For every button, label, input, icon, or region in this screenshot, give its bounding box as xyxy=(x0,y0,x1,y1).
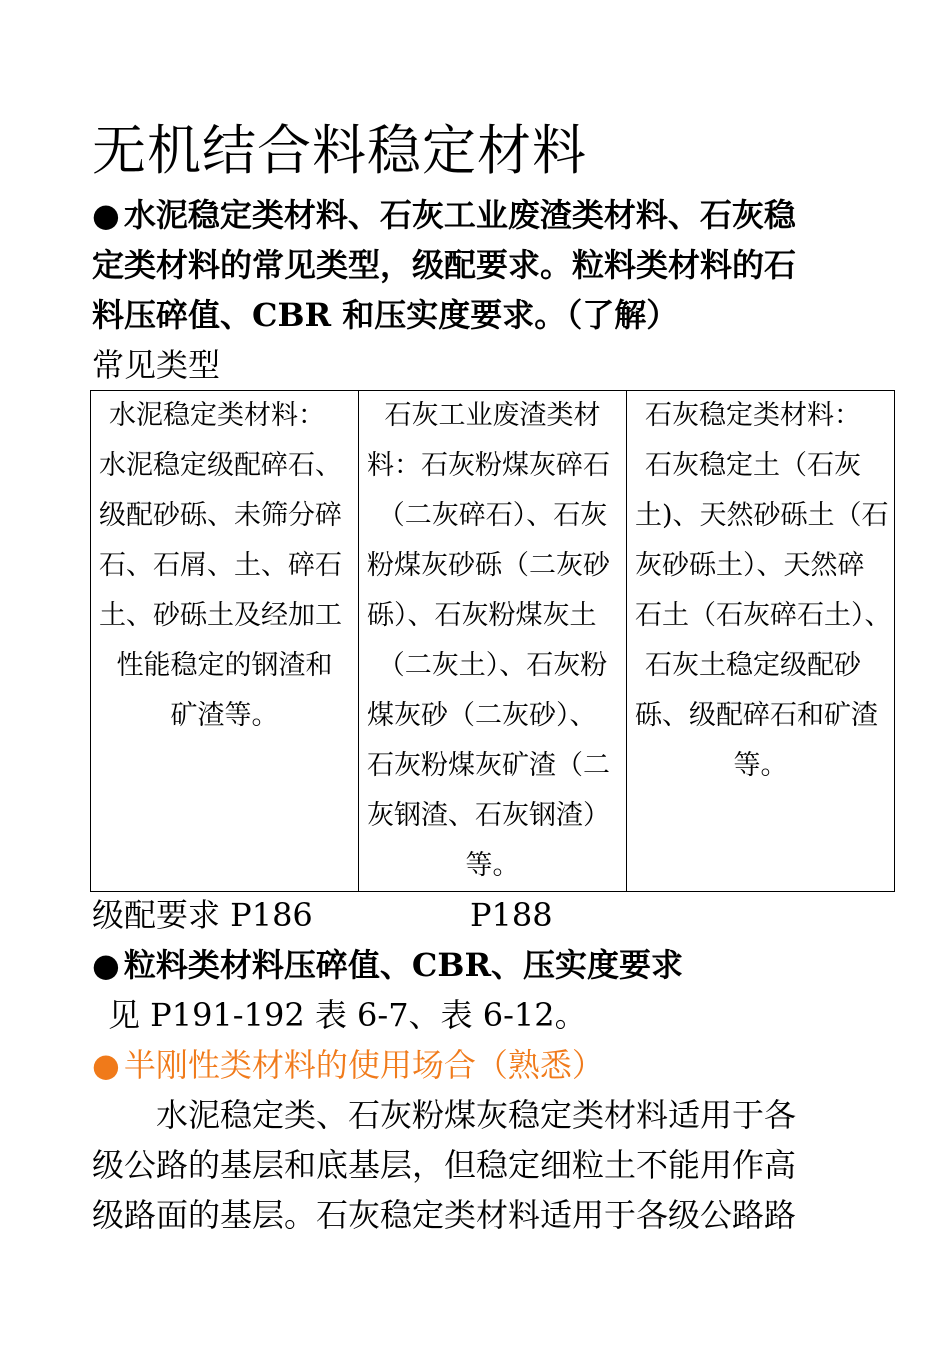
usage-paragraph xyxy=(92,1090,882,1240)
cell-line: 矿渣等。 xyxy=(170,700,279,731)
table-cell-lime xyxy=(627,391,895,892)
cell-line: 料：石灰粉煤灰碎石 xyxy=(367,450,610,481)
cell-line: （二灰土）、石灰粉 xyxy=(377,650,608,681)
paragraph-line: 级路面的基层。石灰稳定类材料适用于各级公路路 xyxy=(92,1196,797,1234)
grading-requirements xyxy=(92,890,882,940)
intro-line-2: 定类材料的常见类型，级配要求。粒料类材料的石 xyxy=(92,246,797,284)
cell-line: 灰钢渣、石灰钢渣） xyxy=(367,800,610,831)
cell-line: 石灰粉煤灰矿渣（二 xyxy=(367,750,610,781)
grading-page-ref: P188 xyxy=(470,896,553,934)
cell-line: 石土（石灰碎石土）、 xyxy=(635,600,892,631)
page-title: 无机结合料稳定材料 xyxy=(92,119,587,182)
table-cell-lime-industrial xyxy=(359,391,627,892)
cell-line: 性能稳定的钢渣和 xyxy=(116,650,333,681)
cell-line: 等。 xyxy=(465,850,520,881)
granular-heading: ● 粒料类材料压碎值、CBR、压实度要求 xyxy=(92,946,684,984)
bullet-icon: ● xyxy=(92,946,120,984)
intro-line-1: ● 水泥稳定类材料、石灰工业废渣类材料、石灰稳 xyxy=(92,196,796,234)
cell-line: 灰砂砾土）、天然碎 xyxy=(635,550,865,581)
cell-line: 砾）、石灰粉煤灰土 xyxy=(367,600,597,631)
cell-line: 砾、级配碎石和矿渣 xyxy=(635,700,878,731)
paragraph-line: 级公路的基层和底基层，但稳定细粒土不能用作高 xyxy=(92,1146,797,1184)
cell-line: 等。 xyxy=(733,750,788,781)
paragraph-line: 水泥稳定类、石灰粉煤灰稳定类材料适用于各 xyxy=(92,1096,797,1134)
cell-line: 煤灰砂（二灰砂）、 xyxy=(367,700,597,731)
intro-line-3: 料压碎值、CBR 和压实度要求。（了解） xyxy=(92,296,679,334)
intro-section xyxy=(92,190,882,340)
cell-line: 石灰土稳定级配砂 xyxy=(645,650,861,681)
semi-rigid-heading: ● 半刚性类材料的使用场合（熟悉） xyxy=(92,1046,604,1084)
cell-line: （二灰碎石）、石灰 xyxy=(377,500,608,531)
bullet-icon: ● xyxy=(92,1046,120,1084)
bullet-icon: ● xyxy=(92,196,120,234)
cell-line: 石、石屑、土、碎石 xyxy=(99,550,342,581)
material-types-table xyxy=(90,390,895,892)
grading-label: 级配要求 P186 xyxy=(92,896,313,934)
cell-line: 石灰稳定土（石灰 xyxy=(645,450,861,481)
cell-line: 石灰稳定类材料： xyxy=(645,400,861,431)
see-reference: 见 P191-192 表 6-7、表 6-12。 xyxy=(108,996,587,1034)
cell-line: 级配砂砾、未筛分碎 xyxy=(99,500,342,531)
cell-line: 土)、天然砂砾土（石 xyxy=(635,500,889,531)
cell-line: 粉煤灰砂砾（二灰砂 xyxy=(367,550,610,581)
cell-line: 石灰工业废渣类材 xyxy=(384,400,601,431)
cell-line: 水泥稳定级配碎石、 xyxy=(99,450,342,481)
common-types-label: 常见类型 xyxy=(92,346,221,384)
table-cell-cement xyxy=(91,391,359,892)
cell-line: 水泥稳定类材料： xyxy=(109,400,325,431)
cell-line: 土、砂砾土及经加工 xyxy=(99,600,342,631)
